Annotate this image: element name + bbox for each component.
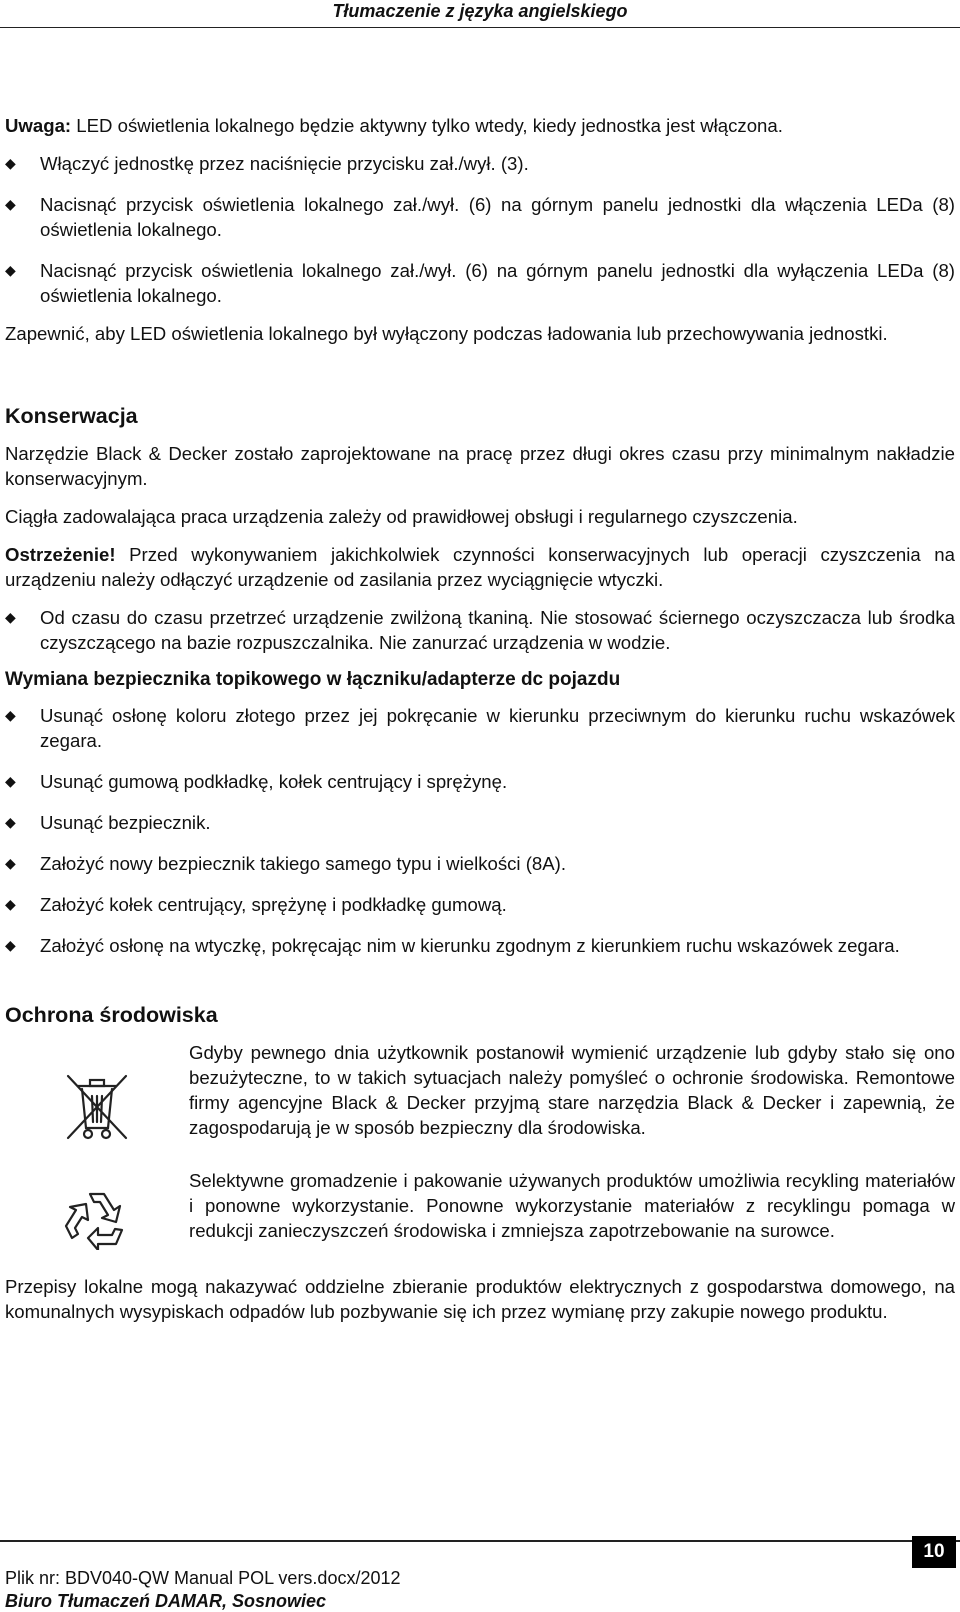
local-regulations-paragraph: Przepisy lokalne mogą nakazywać oddzielne zbieranie produktów elektrycznych z gospodarstwa domowego, na komunalnych wysypiskach odpadów lub pozbywanie się ich przez wymianę przy zakupie nowego produktu. — [5, 1276, 955, 1322]
warning-paragraph — [5, 542, 955, 592]
list-item: ◆ Włączyć jednostkę przez naciśnięcie przycisku zał./wył. (3). — [5, 153, 529, 174]
list-item: ◆ Założyć kołek centrujący, sprężynę i podkładkę gumową. — [5, 894, 507, 915]
list-item: ◆ Założyć osłonę na wtyczkę, pokręcając nim w kierunku zgodnym z kierunkiem ruchu wskazówek zegara. — [5, 935, 900, 956]
maintenance-heading: Konserwacja — [5, 404, 138, 428]
recycling-section — [5, 1168, 955, 1250]
diamond-bullet-icon: ◆ — [5, 773, 16, 789]
maintenance-list — [5, 605, 955, 655]
recycle-icon — [5, 1168, 189, 1250]
diamond-bullet-icon: ◆ — [5, 855, 16, 871]
diamond-bullet-icon: ◆ — [5, 609, 16, 625]
list-item: ◆ Usunąć osłonę koloru złotego przez jej pokręcanie w kierunku przeciwnym do kierunku ruchu wskazówek zegara. — [5, 705, 955, 751]
list-item: ◆ Nacisnąć przycisk oświetlenia lokalnego zał./wył. (6) na górnym panelu jednostki dla wyłączenia LEDa (8) oświetlenia lokalnego. — [5, 260, 955, 306]
diamond-bullet-icon: ◆ — [5, 262, 16, 278]
diamond-bullet-icon: ◆ — [5, 155, 16, 171]
environment-heading: Ochrona środowiska — [5, 1003, 218, 1027]
note-label: Uwaga: — [5, 115, 72, 136]
page-number: 10 — [912, 1536, 956, 1568]
fuse-list — [5, 703, 955, 958]
list-item: ◆ Od czasu do czasu przetrzeć urządzenie zwilżoną tkaniną. Nie stosować ściernego oczyszczacza lub środka czyszczącego na bazie rozpuszczalnika. Nie zanurzać urządzenia w wodzie. — [5, 607, 955, 653]
warning-label: Ostrzeżenie! — [5, 544, 116, 565]
diamond-bullet-icon: ◆ — [5, 707, 16, 723]
list-item: ◆ Założyć nowy bezpiecznik takiego samego typu i wielkości (8A). — [5, 853, 567, 874]
page-header — [0, 0, 960, 28]
maintenance-paragraph-2: Ciągła zadowalająca praca urządzenia zależy od prawidłowej obsługi i regularnego czyszczenia. — [5, 506, 798, 527]
note-text: LED oświetlenia lokalnego będzie aktywny tylko wtedy, kiedy jednostka jest włączona. — [71, 115, 783, 136]
note-paragraph — [5, 113, 955, 138]
weee-section — [5, 1040, 955, 1144]
ensure-paragraph: Zapewnić, aby LED oświetlenia lokalnego był wyłączony podczas ładowania lub przechowywania jednostki. — [5, 323, 888, 344]
crossed-bin-icon — [5, 1040, 189, 1144]
diamond-bullet-icon: ◆ — [5, 814, 16, 830]
footer-divider — [0, 1540, 960, 1542]
diamond-bullet-icon: ◆ — [5, 196, 16, 212]
warning-text: Przed wykonywaniem jakichkolwiek czynności konserwacyjnych lub operacji czyszczenia na urządzeniu należy odłączyć urządzenie od zasilania przez wyciągnięcie wtyczki. — [5, 544, 955, 590]
weee-paragraph: Gdyby pewnego dnia użytkownik postanowił wymienić urządzenie lub gdyby stało się ono bezużyteczne, to w takich sytuacjach należy pomyśleć o ochronie środowiska. Remontowe firmy agencyjne Black & Decker przyjmą stare narzędzia Black & Decker i zapewnią, że zagospodarują je w sposób bezpieczny dla środowiska. — [189, 1042, 955, 1138]
list-item: ◆ Nacisnąć przycisk oświetlenia lokalnego zał./wył. (6) na górnym panelu jednostki dla włączenia LEDa (8) oświetlenia lokalnego. — [5, 194, 955, 240]
maintenance-paragraph-1: Narzędzie Black & Decker zostało zaprojektowane na pracę przez długi okres czasu przy minimalnym nakładzie konserwacyjnym. — [5, 443, 955, 489]
recycling-paragraph: Selektywne gromadzenie i pakowanie używanych produktów umożliwia recykling materiałów i ponowne wykorzystanie. Ponowne wykorzystanie materiałów z recyklingu pomaga w redukcji zanieczyszczeń środowiska i zmniejsza zapotrzebowanie na surowce. — [189, 1170, 955, 1241]
header-title: Tłumaczenie z języka angielskiego — [332, 1, 628, 21]
diamond-bullet-icon: ◆ — [5, 896, 16, 912]
footer-file: Plik nr: BDV040-QW Manual POL vers.docx/2012 — [5, 1568, 401, 1588]
list-item: ◆ Usunąć bezpiecznik. — [5, 812, 211, 833]
fuse-heading: Wymiana bezpiecznika topikowego w łączniku/adapterze dc pojazdu — [5, 669, 621, 690]
steps-list — [5, 151, 955, 308]
footer-bureau: Biuro Tłumaczeń DAMAR, Sosnowiec — [5, 1591, 327, 1611]
document-body — [5, 113, 955, 1337]
diamond-bullet-icon: ◆ — [5, 937, 16, 953]
list-item: ◆ Usunąć gumową podkładkę, kołek centrujący i sprężynę. — [5, 771, 508, 792]
